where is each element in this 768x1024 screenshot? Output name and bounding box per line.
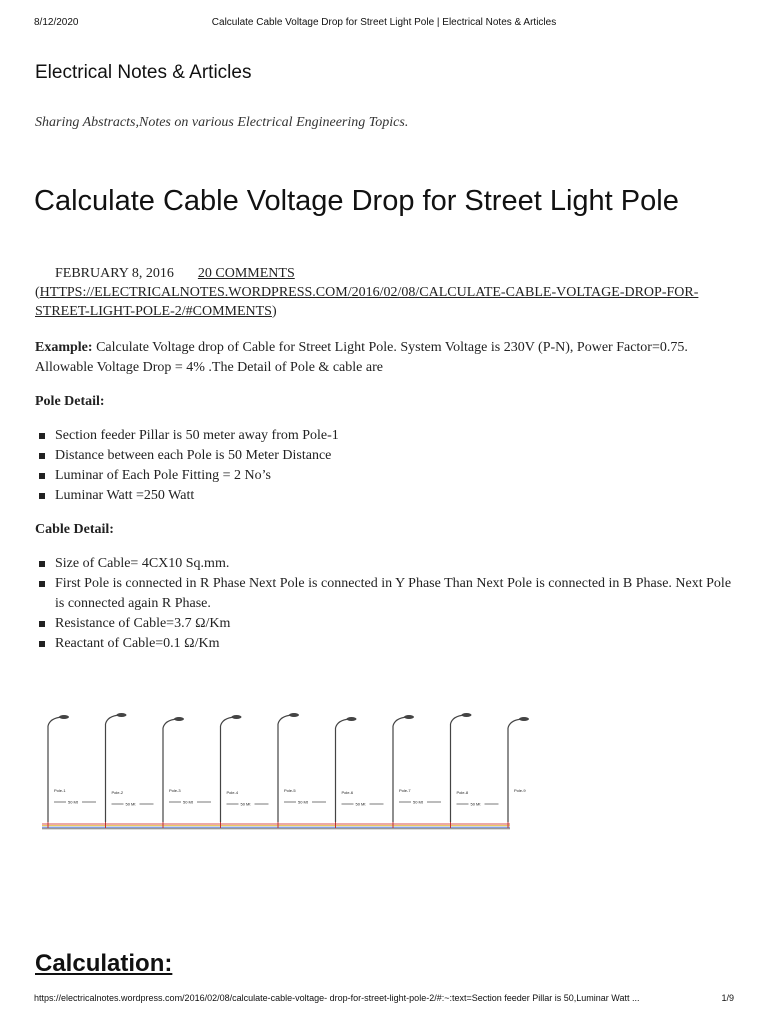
span-label: 50 Mt <box>355 801 366 807</box>
calculation-heading: Calculation: <box>35 950 173 977</box>
site-tagline: Sharing Abstracts,Notes on various Electrical Engineering Topics. <box>35 115 409 130</box>
pole-detail-heading-text: Pole Detail: <box>35 394 105 409</box>
pole-detail-heading <box>35 392 735 412</box>
pole-arm <box>221 717 235 726</box>
list-item: First Pole is connected in R Phase Next Pole is connected in Y Phase Than Next Pole is connected in B Phase. Next Pole is connected again R Phase. <box>35 574 735 614</box>
lamp-head <box>117 713 127 717</box>
pole-label: Pole-3 <box>169 788 181 793</box>
pole-arm <box>163 719 177 728</box>
pole-label: Pole-1 <box>54 788 66 793</box>
list-item: Luminar of Each Pole Fitting = 2 No’s <box>35 466 735 486</box>
list-item: Luminar Watt =250 Watt <box>35 486 735 506</box>
lamp-head <box>462 713 472 717</box>
cable-detail-heading <box>35 520 735 540</box>
print-page-title: Calculate Cable Voltage Drop for Street Light Pole | Electrical Notes & Articles <box>211 17 557 28</box>
span-label: 50 Mt <box>68 799 79 805</box>
pole-label: Pole-2 <box>111 790 124 795</box>
lamp-head <box>174 717 184 721</box>
list-item: Distance between each Pole is 50 Meter Distance <box>35 446 735 466</box>
comments-link[interactable]: 20 COMMENTS <box>197 266 295 281</box>
pole-label: Pole-7 <box>399 788 411 793</box>
print-date: 8/12/2020 <box>34 17 79 28</box>
pole-arm <box>508 719 522 728</box>
post-content <box>35 338 735 668</box>
pole-label: Pole-5 <box>284 788 296 793</box>
span-label: 50 Mt <box>240 801 251 807</box>
lamp-head <box>289 713 299 717</box>
list-item: Size of Cable= 4CX10 Sq.mm. <box>35 554 735 574</box>
pole-arm <box>336 719 350 728</box>
print-url: https://electricalnotes.wordpress.com/2016/02/08/calculate-cable-voltage- drop-for-street-light-pole-2/#:~:text=Section feeder Pillar is 50,Luminar Watt ... <box>34 993 640 1003</box>
example-label: Example: <box>35 340 93 355</box>
pole-arm <box>106 715 120 724</box>
list-item: Reactant of Cable=0.1 Ω/Km <box>35 634 735 654</box>
lamp-head <box>232 715 242 719</box>
cable-detail-list <box>35 554 735 654</box>
pole-label: Pole-9 <box>514 788 526 793</box>
span-label: 50 Mt <box>470 801 481 807</box>
post-meta: FEBRUARY 8, 2016 20 COMMENTS (HTTPS://ELECTRICALNOTES.WORDPRESS.COM/2016/02/08/CALCULATE-CABLE-VOLTAGE-DROP-FOR-STREET-LIGHT-POLE-2/#COMMENTS) <box>35 266 699 319</box>
pole-label: Pole-8 <box>456 790 469 795</box>
pole-arm <box>451 715 465 724</box>
lamp-head <box>59 715 69 719</box>
list-item: Resistance of Cable=3.7 Ω/Km <box>35 614 735 634</box>
page-number: 1/9 <box>721 993 734 1003</box>
pole-label: Pole-4 <box>226 790 239 795</box>
street-light-pole-diagram <box>36 712 536 832</box>
pole-arm <box>278 715 292 724</box>
span-label: 50 Mt <box>125 801 136 807</box>
site-title[interactable]: Electrical Notes & Articles <box>35 62 252 83</box>
post-title: Calculate Cable Voltage Drop for Street Light Pole <box>34 185 679 217</box>
post-date: FEBRUARY 8, 2016 <box>55 266 174 281</box>
span-label: 50 Mt <box>413 799 424 805</box>
example-paragraph <box>35 338 735 378</box>
pole-arm <box>393 717 407 726</box>
lamp-head <box>347 717 357 721</box>
span-label: 50 Mt <box>298 799 309 805</box>
example-text: Calculate Voltage drop of Cable for Street Light Pole. System Voltage is 230V (P-N), Power Factor=0.75. Allowable Voltage Drop = 4% .The Detail of Pole & cable are <box>35 340 688 375</box>
lamp-head <box>519 717 529 721</box>
pole-detail-list <box>35 426 735 506</box>
span-label: 50 Mt <box>183 799 194 805</box>
comments-url-link[interactable]: HTTPS://ELECTRICALNOTES.WORDPRESS.COM/2016/02/08/CALCULATE-CABLE-VOLTAGE-DROP-FOR-STREET-LIGHT-POLE-2/#COMMENTS <box>35 285 699 319</box>
pole-arm <box>48 717 62 726</box>
list-item: Section feeder Pillar is 50 meter away from Pole-1 <box>35 426 735 446</box>
cable-detail-heading-text: Cable Detail: <box>35 522 114 537</box>
lamp-head <box>404 715 414 719</box>
pole-label: Pole-6 <box>341 790 354 795</box>
